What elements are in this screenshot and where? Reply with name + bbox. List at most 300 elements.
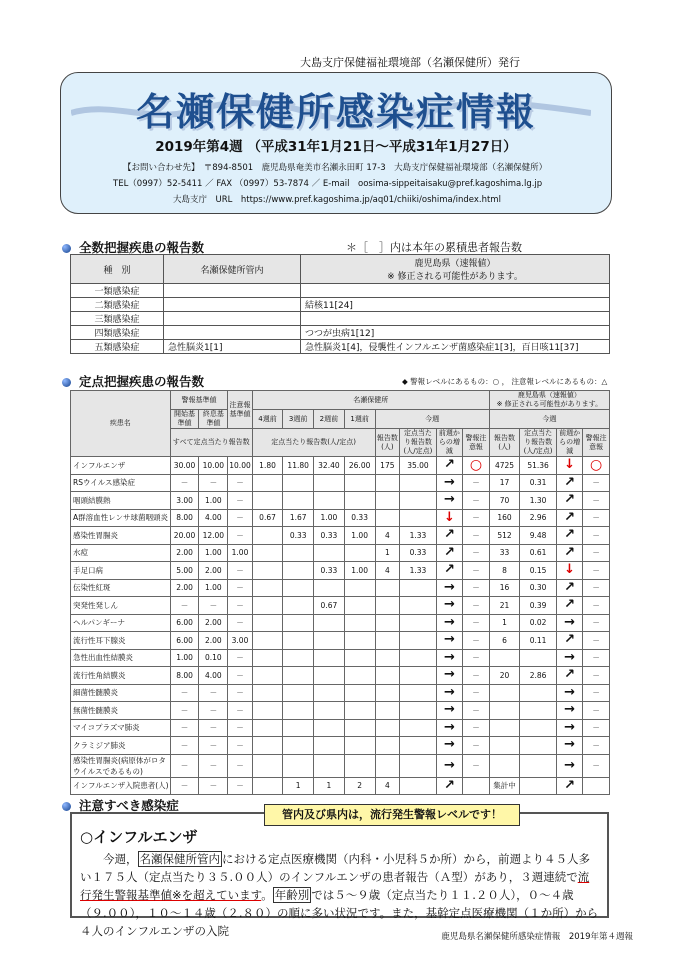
alert-notice-callout: 管内及び県内は，流行発生警報レベルです！ (264, 804, 520, 826)
h-perpoint: 定点当たり報告数(人/定点) (252, 429, 375, 457)
cell-t: → (436, 632, 462, 650)
cell-t: → (436, 474, 462, 492)
alert-disease-title: ○インフルエンザ (80, 828, 198, 846)
cell-pp: 0.11 (520, 632, 557, 650)
cell-pn (489, 737, 520, 755)
cell-n (375, 579, 400, 597)
cell-name: ヘルパンギーナ (71, 614, 171, 632)
cell-name: インフルエンザ入院患者(人) (71, 777, 171, 795)
cell-pn: 集計中 (489, 777, 520, 795)
cell-s: － (170, 684, 199, 702)
underline-threshold: 流行発生警報基準値※を超えています (80, 870, 590, 902)
cell-w3 (283, 614, 314, 632)
cell-n (375, 614, 400, 632)
cell-pp: 9.48 (520, 527, 557, 545)
cell-w4 (252, 684, 283, 702)
cell-name: 感染性胃腸炎(病原体がロタウイルスであるもの) (71, 754, 171, 777)
cell-t: → (436, 579, 462, 597)
cell-p (400, 492, 437, 510)
cell-w1 (344, 667, 375, 685)
h-pref-trend: 前週からの増減 (556, 429, 582, 457)
cell-a: － (463, 509, 490, 527)
cell-a: ○ (463, 457, 490, 475)
cell-a: － (463, 544, 490, 562)
cell-pp (520, 754, 557, 777)
cell-w2 (314, 492, 345, 510)
section3-heading: 注意すべき感染症 (62, 796, 179, 814)
cell-c: － (228, 492, 252, 510)
h-alert: 警報基準値 (170, 391, 228, 410)
cell-local (164, 298, 301, 312)
contact-line-3[interactable]: 大島支庁 URL https://www.pref.kagoshima.jp/aq01/chiiki/oshima/index.html (173, 195, 501, 205)
cell-w2 (314, 579, 345, 597)
cell-pp: 51.36 (520, 457, 557, 475)
cell-s: － (170, 597, 199, 615)
cell-c: 1.00 (228, 544, 252, 562)
cell-pt: → (556, 737, 582, 755)
cell-w3 (283, 684, 314, 702)
sentinel-row (71, 457, 610, 475)
cell-s: － (170, 702, 199, 720)
cell-c: － (228, 754, 252, 777)
cell-pp: 0.31 (520, 474, 557, 492)
cell-w1: 2 (344, 777, 375, 795)
cell-c: － (228, 684, 252, 702)
h-all: すべて定点当たり報告数 (170, 429, 252, 457)
cell-n: 4 (375, 777, 400, 795)
cell-name: 流行性角結膜炎 (71, 667, 171, 685)
cell-pt: ↗ (556, 632, 582, 650)
cell-name: 急性出血性結膜炎 (71, 649, 171, 667)
cell-c: － (228, 614, 252, 632)
cell-w4: 0.67 (252, 509, 283, 527)
cell-name: RSウイルス感染症 (71, 474, 171, 492)
cell-a: － (463, 562, 490, 580)
cell-w4 (252, 777, 283, 795)
cell-w4 (252, 737, 283, 755)
sentinel-row (71, 509, 610, 527)
col-local: 名瀬保健所管内 (164, 255, 301, 284)
cell-n (375, 649, 400, 667)
cell-c: － (228, 474, 252, 492)
cell-p (400, 597, 437, 615)
cell-w3 (283, 562, 314, 580)
sentinel-row (71, 597, 610, 615)
cell-pa: － (583, 579, 610, 597)
cell-s: 30.00 (170, 457, 199, 475)
cell-pn: 160 (489, 509, 520, 527)
cell-pp: 1.30 (520, 492, 557, 510)
cell-pn (489, 719, 520, 737)
cell-s: － (170, 474, 199, 492)
cell-pref: 急性脳炎1[4]，侵襲性インフルエンザ菌感染症1[3]，百日咳11[37] (301, 340, 610, 354)
cell-w3 (283, 667, 314, 685)
cell-p (400, 632, 437, 650)
cell-name: クラミジア肺炎 (71, 737, 171, 755)
cell-pref: 結核11[24] (301, 298, 610, 312)
cell-c: － (228, 702, 252, 720)
cell-p (400, 579, 437, 597)
sentinel-row (71, 562, 610, 580)
cell-name: マイコプラズマ肺炎 (71, 719, 171, 737)
cell-pt: ↗ (556, 579, 582, 597)
cell-name: 水痘 (71, 544, 171, 562)
cell-w3 (283, 649, 314, 667)
notifiable-row (71, 284, 610, 298)
cell-n (375, 702, 400, 720)
cell-pa: － (583, 702, 610, 720)
cell-pt: ↗ (556, 509, 582, 527)
cell-w1 (344, 614, 375, 632)
bullet-icon (62, 802, 71, 811)
contact-line-1: 【お問い合わせ先】 〒894-8501 鹿児島県奄美市名瀬永田町 17-3 大島支庁保健福祉環境部（名瀬保健所） (123, 163, 548, 173)
sentinel-row (71, 737, 610, 755)
cell-p: 0.33 (400, 544, 437, 562)
cell-pt: → (556, 614, 582, 632)
cell-name: 咽頭結膜熱 (71, 492, 171, 510)
cell-pt: ↗ (556, 597, 582, 615)
cell-n (375, 754, 400, 777)
cell-w2 (314, 649, 345, 667)
cell-pp: 0.02 (520, 614, 557, 632)
cell-pp (520, 684, 557, 702)
cell-pn: 17 (489, 474, 520, 492)
cell-w1 (344, 544, 375, 562)
cell-w4 (252, 474, 283, 492)
cell-w1: 26.00 (344, 457, 375, 475)
cell-s: 8.00 (170, 667, 199, 685)
highlight-age: 年齢別 (274, 888, 310, 902)
cell-type: 三類感染症 (71, 312, 164, 326)
cell-a: － (463, 719, 490, 737)
cell-t: → (436, 737, 462, 755)
cell-w4 (252, 527, 283, 545)
cell-p (400, 649, 437, 667)
cell-pn (489, 649, 520, 667)
cell-pa: － (583, 509, 610, 527)
cell-name: インフルエンザ (71, 457, 171, 475)
cell-w3: 11.80 (283, 457, 314, 475)
h-w3: 3週前 (283, 410, 314, 429)
cell-w3 (283, 474, 314, 492)
cell-t: → (436, 719, 462, 737)
cell-pn (489, 684, 520, 702)
cell-t: ↗ (436, 562, 462, 580)
bullet-icon (62, 378, 71, 387)
sentinel-row (71, 632, 610, 650)
cell-w1 (344, 492, 375, 510)
section1-heading: 全数把握疾患の報告数 (62, 238, 204, 256)
sentinel-row (71, 474, 610, 492)
cell-pn: 21 (489, 597, 520, 615)
cell-w2: 0.67 (314, 597, 345, 615)
cell-pt: ↓ (556, 457, 582, 475)
cell-a: － (463, 614, 490, 632)
h-disease: 疾患名 (71, 391, 171, 457)
cell-pt: ↓ (556, 562, 582, 580)
cell-pn: 20 (489, 667, 520, 685)
cell-pa: － (583, 649, 610, 667)
h-start: 開始基準値 (170, 410, 199, 429)
cell-p (400, 777, 437, 795)
h-trend: 前週からの増減 (436, 429, 462, 457)
cell-c: － (228, 562, 252, 580)
cell-w2: 1 (314, 777, 345, 795)
publisher-line: 大島支庁保健福祉環境部（名瀬保健所）発行 (300, 56, 520, 69)
sentinel-row (71, 649, 610, 667)
cell-type: 四類感染症 (71, 326, 164, 340)
header-banner (60, 72, 612, 214)
cell-n (375, 667, 400, 685)
cell-n: 1 (375, 544, 400, 562)
cell-w1 (344, 684, 375, 702)
cell-name: 流行性耳下腺炎 (71, 632, 171, 650)
cell-e: － (199, 754, 228, 777)
cell-c: － (228, 597, 252, 615)
sentinel-row (71, 702, 610, 720)
cell-e: 0.10 (199, 649, 228, 667)
h-pref-thisweek: 今週 (489, 410, 609, 429)
cell-c: － (228, 579, 252, 597)
sentinel-row (71, 614, 610, 632)
cell-w2 (314, 719, 345, 737)
cell-type: 二類感染症 (71, 298, 164, 312)
cell-p: 1.33 (400, 527, 437, 545)
sentinel-row (71, 684, 610, 702)
cell-pt: → (556, 719, 582, 737)
cell-n (375, 719, 400, 737)
cell-c: 10.00 (228, 457, 252, 475)
cell-w2 (314, 737, 345, 755)
notifiable-row (71, 326, 610, 340)
cell-w2: 0.33 (314, 562, 345, 580)
h-count: 報告数(人) (375, 429, 400, 457)
h-warn: 警報注意報 (463, 429, 490, 457)
sentinel-diseases-table (70, 390, 610, 795)
h-caution: 注意報基準値 (228, 391, 252, 429)
cell-t: ↓ (436, 509, 462, 527)
h-w1: 1週前 (344, 410, 375, 429)
cell-name: 細菌性髄膜炎 (71, 684, 171, 702)
cell-s: 1.00 (170, 649, 199, 667)
cell-w3 (283, 597, 314, 615)
cell-w1 (344, 474, 375, 492)
cell-w4 (252, 544, 283, 562)
cell-pn (489, 702, 520, 720)
cell-a: － (463, 649, 490, 667)
page-title: 名瀬保健所感染症情報 (135, 90, 536, 134)
cell-e: 1.00 (199, 544, 228, 562)
cell-e: 12.00 (199, 527, 228, 545)
cell-p (400, 754, 437, 777)
cell-w2 (314, 614, 345, 632)
cell-w4 (252, 632, 283, 650)
cell-pp (520, 702, 557, 720)
cell-w2: 32.40 (314, 457, 345, 475)
cell-e: 2.00 (199, 614, 228, 632)
cell-a (463, 777, 490, 795)
cell-w3 (283, 702, 314, 720)
cell-pn: 33 (489, 544, 520, 562)
cell-w2 (314, 702, 345, 720)
cell-w1: 1.00 (344, 562, 375, 580)
cell-pt: ↗ (556, 667, 582, 685)
cell-t: → (436, 649, 462, 667)
cell-pt: ↗ (556, 544, 582, 562)
notifiable-diseases-table (70, 254, 610, 354)
alert-body: 今週， 名瀬保健所管内 における定点医療機関（内科・小児科５か所）から，前週より４５人多い１７５人（定点当たり３５.００人）のインフルエンザの患者報告（Ａ型）があり，３週連続で流行発生警報基準値※を超えています。 年齢別 では５～９歳（定点当たり１１.２０人），０～４歳（９.００），１０～１４歳（２.８０）の順に多い状況です。また，基幹定点医療機関（１か所）から４人のインフルエンザの入院 (80, 852, 599, 938)
cell-e: 2.00 (199, 562, 228, 580)
cell-e: 4.00 (199, 667, 228, 685)
cell-p: 1.33 (400, 562, 437, 580)
cell-c: － (228, 649, 252, 667)
cell-w4 (252, 614, 283, 632)
cell-e: 10.00 (199, 457, 228, 475)
cell-pa: － (583, 737, 610, 755)
cell-t: → (436, 667, 462, 685)
cell-c: － (228, 667, 252, 685)
notifiable-row (71, 312, 610, 326)
cell-w1 (344, 597, 375, 615)
cell-w4: 1.80 (252, 457, 283, 475)
cell-type: 一類感染症 (71, 284, 164, 298)
cell-e: － (199, 684, 228, 702)
cell-s: 2.00 (170, 579, 199, 597)
cell-a: － (463, 737, 490, 755)
cell-pt: ↗ (556, 527, 582, 545)
cell-pn: 8 (489, 562, 520, 580)
h-end: 終息基準値 (199, 410, 228, 429)
cell-w1 (344, 579, 375, 597)
cell-n: 4 (375, 527, 400, 545)
cell-p (400, 614, 437, 632)
cell-t: → (436, 492, 462, 510)
cell-pp (520, 649, 557, 667)
h-thisweek: 今週 (375, 410, 489, 429)
section2-legend: ◆ 警報レベルにあるもの：○ ， 注意報レベルにあるもの：△ (402, 377, 608, 386)
cell-pn (489, 754, 520, 777)
cell-w4 (252, 562, 283, 580)
cell-c: 3.00 (228, 632, 252, 650)
cell-pt: ↗ (556, 777, 582, 795)
cell-a: － (463, 474, 490, 492)
cell-n: 175 (375, 457, 400, 475)
cell-t: → (436, 754, 462, 777)
cell-name: 手足口病 (71, 562, 171, 580)
cell-pa: ○ (583, 457, 610, 475)
cell-pt: → (556, 702, 582, 720)
h-pref-warn: 警報注意報 (583, 429, 610, 457)
cell-w2 (314, 754, 345, 777)
cell-w3: 0.33 (283, 527, 314, 545)
h-naze: 名瀬保健所 (252, 391, 489, 410)
cell-s: 6.00 (170, 632, 199, 650)
cell-pt: ↗ (556, 474, 582, 492)
cell-c: － (228, 737, 252, 755)
cell-p (400, 474, 437, 492)
cell-pt: → (556, 649, 582, 667)
cell-pn: 1 (489, 614, 520, 632)
cell-pp: 0.30 (520, 579, 557, 597)
cell-pa: － (583, 474, 610, 492)
cell-a: － (463, 667, 490, 685)
cell-w2 (314, 544, 345, 562)
sentinel-row (71, 754, 610, 777)
cell-w4 (252, 492, 283, 510)
cell-pa: － (583, 492, 610, 510)
cell-w3 (283, 579, 314, 597)
cell-local (164, 312, 301, 326)
cell-name: 突発性発しん (71, 597, 171, 615)
cell-w3 (283, 754, 314, 777)
sentinel-row (71, 719, 610, 737)
cell-s: － (170, 719, 199, 737)
cell-w4 (252, 649, 283, 667)
cell-p (400, 667, 437, 685)
cell-e: － (199, 737, 228, 755)
cell-p: 35.00 (400, 457, 437, 475)
cell-local (164, 284, 301, 298)
page-subtitle: 2019年第4週 （平成31年1月21日～平成31年1月27日） (155, 139, 517, 155)
cell-t: ↗ (436, 457, 462, 475)
cell-pt: → (556, 684, 582, 702)
cell-w2 (314, 684, 345, 702)
cell-a: － (463, 527, 490, 545)
cell-t: ↗ (436, 777, 462, 795)
cell-t: ↗ (436, 527, 462, 545)
cell-s: － (170, 777, 199, 795)
cell-w4 (252, 667, 283, 685)
cell-e: － (199, 474, 228, 492)
footer: 鹿児島県名瀬保健所感染症情報 2019年第４週報 (441, 932, 633, 942)
cell-p (400, 719, 437, 737)
cell-pn: 4725 (489, 457, 520, 475)
cell-name: 感染性胃腸炎 (71, 527, 171, 545)
section2-heading: 定点把握疾患の報告数 (62, 372, 204, 390)
cell-e: 2.00 (199, 632, 228, 650)
h-pref-count: 報告数(人) (489, 429, 520, 457)
cell-t: → (436, 684, 462, 702)
cell-p (400, 702, 437, 720)
cell-w1 (344, 649, 375, 667)
cell-p (400, 737, 437, 755)
cell-s: 6.00 (170, 614, 199, 632)
cell-pa: － (583, 527, 610, 545)
cell-pa (583, 777, 610, 795)
cell-pp: 0.39 (520, 597, 557, 615)
cell-t: → (436, 702, 462, 720)
cell-e: 1.00 (199, 492, 228, 510)
cell-e: 1.00 (199, 579, 228, 597)
cell-p (400, 509, 437, 527)
cell-w4 (252, 597, 283, 615)
cell-c: － (228, 719, 252, 737)
cell-w4 (252, 719, 283, 737)
cell-s: － (170, 737, 199, 755)
cell-n (375, 509, 400, 527)
cell-n: 4 (375, 562, 400, 580)
cell-pa: － (583, 632, 610, 650)
cell-pn: 16 (489, 579, 520, 597)
cell-name: 無菌性髄膜炎 (71, 702, 171, 720)
cell-s: － (170, 754, 199, 777)
cell-w1: 1.00 (344, 527, 375, 545)
cell-pa: － (583, 544, 610, 562)
cell-n (375, 597, 400, 615)
cell-n (375, 632, 400, 650)
sentinel-row (71, 527, 610, 545)
cell-e: － (199, 777, 228, 795)
